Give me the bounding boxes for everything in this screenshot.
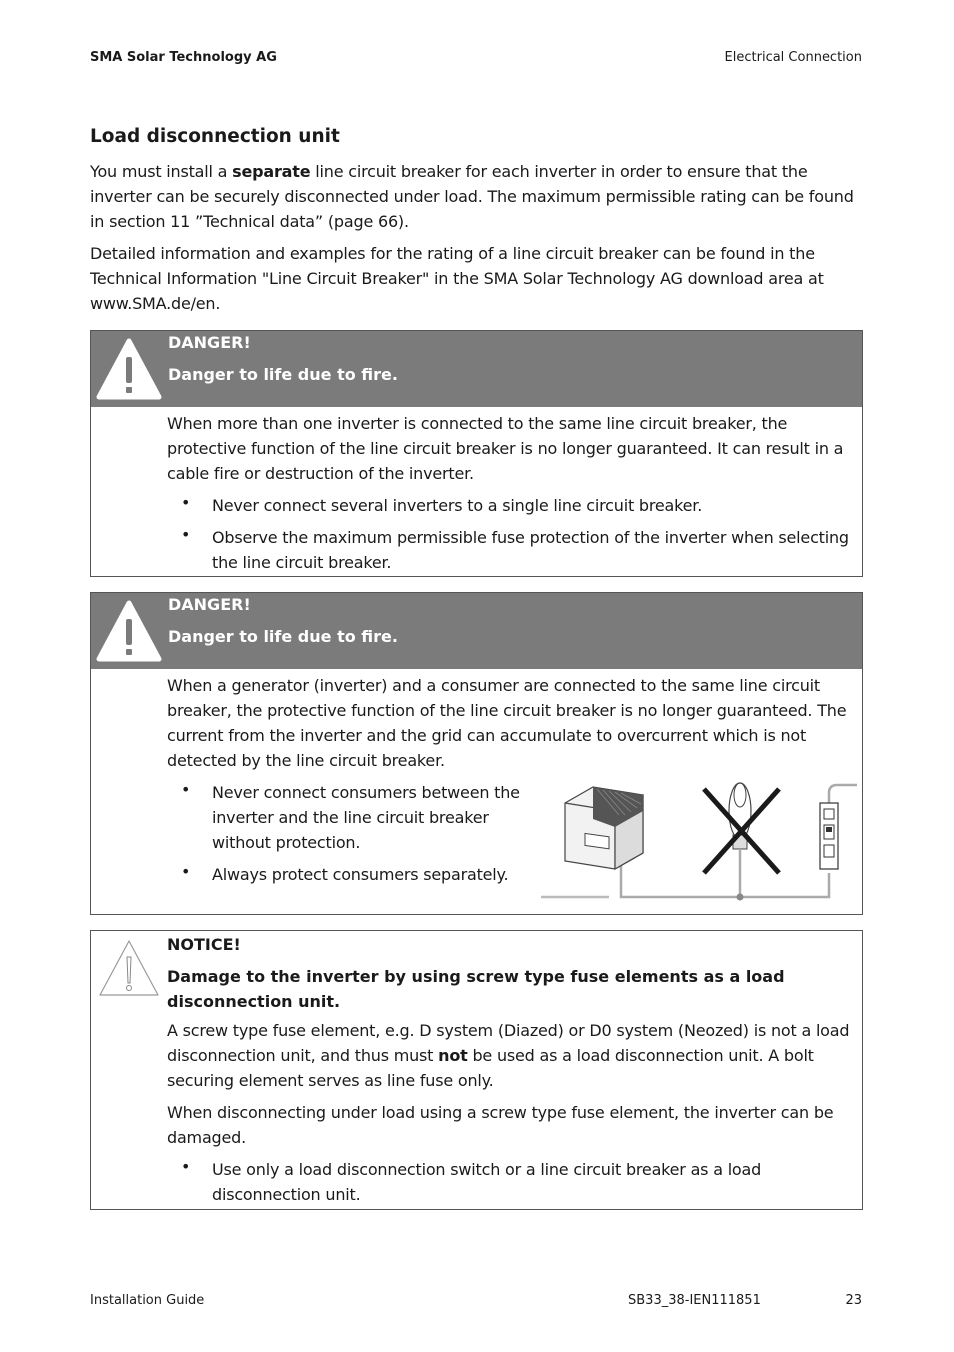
- danger-box-1: [90, 330, 863, 577]
- inverter-icon: [565, 787, 643, 869]
- bullet-marker: •: [181, 780, 191, 799]
- notice-label: NOTICE!: [167, 935, 241, 954]
- danger-box-2: [90, 592, 863, 915]
- notice-box: [90, 930, 863, 1210]
- bullet-marker: •: [181, 493, 191, 512]
- danger-label: DANGER!: [168, 333, 251, 352]
- notice-title: Damage to the inverter by using screw type fuse elements as a load disconnection unit.: [167, 967, 785, 1011]
- circuit-breaker-icon: [820, 803, 838, 869]
- danger-text: When a generator (inverter) and a consumer are connected to the same line circuit breaker, the protective function of the line circuit breaker is no longer guaranteed. The current from the inverter and the grid can accumulate to overcurrent which is not detected by the line circuit breaker.: [167, 676, 847, 770]
- running-header-company: SMA Solar Technology AG: [90, 50, 277, 65]
- page-number: 23: [845, 1293, 862, 1308]
- list-item: Use only a load disconnection switch or a line circuit breaker as a load disconnection unit.: [212, 1160, 762, 1204]
- notice-triangle-icon: [96, 937, 162, 999]
- danger-header-2: [91, 593, 862, 669]
- info-paragraph: Detailed information and examples for the rating of a line circuit breaker can be found in the Technical Information "Line Circuit Breaker" in the SMA Solar Technology AG download area at www.SMA.de/en.: [90, 244, 824, 313]
- footer-doc-id: SB33_38-IEN111851: [628, 1293, 761, 1308]
- notice-text-1: A screw type fuse element, e.g. D system (Diazed) or D0 system (Neozed) is not a load disconnection unit, and thus must not be used as a load disconnection unit. A bolt securing element serves as line fuse only.: [167, 1021, 850, 1090]
- list-item: Always protect consumers separately.: [212, 865, 509, 884]
- footer-guide-title: Installation Guide: [90, 1293, 205, 1308]
- wiring-illustration: [539, 775, 859, 905]
- danger-label: DANGER!: [168, 595, 251, 614]
- running-header-chapter: Electrical Connection: [724, 50, 862, 65]
- danger-text: When more than one inverter is connected to the same line circuit breaker, the protective function of the line circuit breaker is no longer guaranteed. It can result in a cable fire or destruction of the inverter.: [167, 414, 844, 483]
- danger-title: Danger to life due to fire.: [168, 627, 398, 646]
- danger-header-1: [91, 331, 862, 407]
- section-title: Load disconnection unit: [90, 126, 340, 147]
- intro-paragraph: You must install a separate line circuit breaker for each inverter in order to ensure that the inverter can be securely disconnected under load. The maximum permissible rating can be found in section 11 ”Technical data” (page 66).: [90, 162, 854, 231]
- bullet-marker: •: [181, 525, 191, 544]
- list-item: Observe the maximum permissible fuse protection of the inverter when selecting the line circuit breaker.: [212, 528, 849, 572]
- danger-title: Danger to life due to fire.: [168, 365, 398, 384]
- warning-triangle-icon: [95, 597, 163, 665]
- list-item: Never connect several inverters to a single line circuit breaker.: [212, 496, 703, 515]
- warning-triangle-icon: [95, 335, 163, 403]
- list-item: Never connect consumers between the inverter and the line circuit breaker without protection.: [212, 783, 520, 852]
- notice-text-2: When disconnecting under load using a screw type fuse element, the inverter can be damaged.: [167, 1103, 834, 1147]
- bullet-marker: •: [181, 1157, 191, 1176]
- bullet-marker: •: [181, 862, 191, 881]
